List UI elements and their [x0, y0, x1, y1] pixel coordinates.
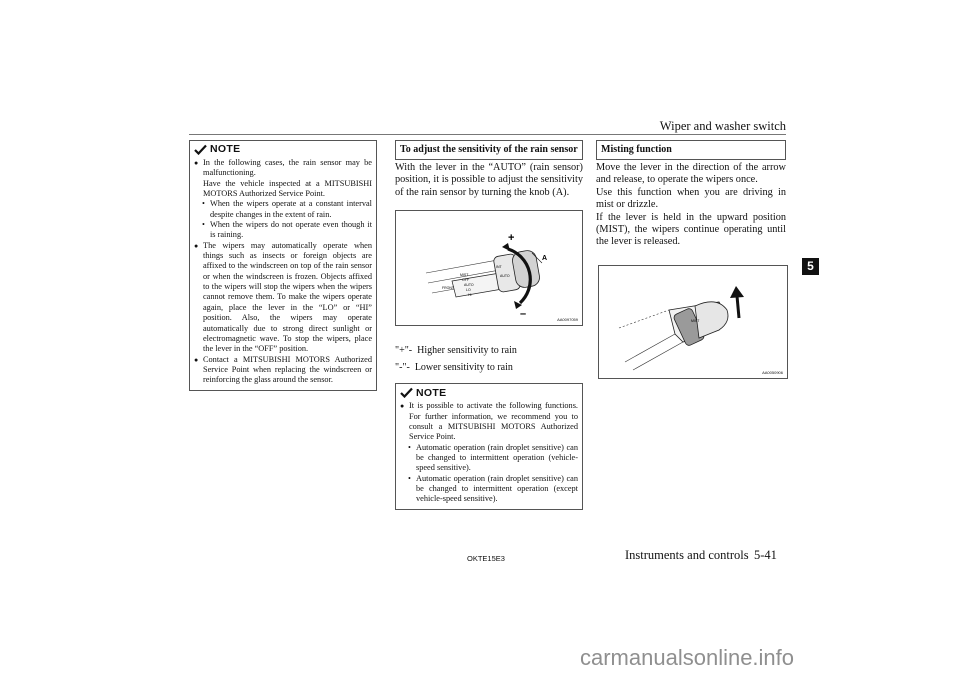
- section-heading-sensitivity: To adjust the sensitivity of the rain sensor: [395, 140, 583, 160]
- column-3: [596, 140, 786, 379]
- note-sub-bullet: • Automatic operation (rain droplet sensitive) can be changed to intermittent operation (except vehicle-speed sensitive).: [400, 474, 578, 505]
- legend-minus: "-"- Lower sensitivity to rain: [395, 362, 513, 374]
- lever-position-label: LO: [466, 288, 471, 293]
- note-sub-bullet: • When the wipers operate at a constant interval despite changes in the extent of rain.: [194, 199, 372, 220]
- figure-id: AA0050906: [762, 369, 783, 375]
- note-box-2: [395, 383, 583, 509]
- note-bullet-2: ● The wipers may automatically operate when things such as insects or foreign objects are affixed to the windscreen on top of the rain sensor or when the windscreen is frozen. Objects affixed to the wipers will stop the wipers when the wipers cannot remove them. To make the wipers operate again, place the lever in the “LO” or “HI” position. Also, the wipers may operate automatically due to strong direct sunlight or electromagnetic wave. To stop the wipers, place the lever in the “OFF” position.: [194, 241, 372, 355]
- note-title: NOTE: [210, 143, 241, 156]
- header-rule: [189, 134, 786, 135]
- note-have-text: Have the vehicle inspected at a MITSUBISHI MOTORS Authorized Service Point.: [203, 178, 372, 199]
- page-number: 5-41: [754, 548, 777, 562]
- lever-position-label: OFF: [462, 278, 469, 283]
- note-bullet-1: ● In the following cases, the rain sensor may be malfunctioning. Have the vehicle inspected at a MITSUBISHI MOTORS Authorized Service Point.: [194, 158, 372, 199]
- lever-position-label: HI: [468, 293, 472, 298]
- misting-paragraph: If the lever is held in the upward position (MIST), the wipers continue operating until the lever is released.: [596, 211, 786, 248]
- misting-paragraph: Use this function when you are driving in mist or drizzle.: [596, 186, 786, 211]
- note-box-1: [189, 140, 377, 391]
- note-header: [194, 144, 372, 155]
- sensitivity-body: With the lever in the “AUTO” (rain sensor) position, it is possible to adjust the sensitivity of the rain sensor by turning the knob (A).: [395, 162, 583, 198]
- check-note-icon: [400, 387, 413, 398]
- wiper-lever-illustration: [396, 211, 583, 325]
- lever-position-label: AUTO: [464, 283, 474, 288]
- rain-sensor-knob-figure: [395, 210, 583, 326]
- misting-lever-figure: [598, 265, 788, 379]
- note-title: NOTE: [416, 386, 447, 399]
- plus-callout: +: [508, 232, 515, 245]
- lever-position-label: MIST: [460, 273, 469, 278]
- note-bullet: ● It is possible to activate the following functions. For further information, we recommend you to consult a MITSUBISHI MOTORS Authorized Service Point.: [400, 401, 578, 442]
- figure-id: AA0097059: [557, 317, 578, 323]
- misting-paragraph: Move the lever in the direction of the arrow and release, to operate the wipers once.: [596, 162, 786, 186]
- note-sub-bullet: • When the wipers do not operate even though it is raining.: [194, 220, 372, 241]
- knob-auto-label: AUTO: [500, 274, 510, 279]
- minus-callout: –: [520, 308, 527, 321]
- note-header: [400, 387, 578, 398]
- note-sub-bullet: • Automatic operation (rain droplet sensitive) can be changed to intermittent operation (vehicle-speed sensitive).: [400, 443, 578, 474]
- section-heading-misting: Misting function: [596, 140, 786, 160]
- check-note-icon: [194, 144, 207, 155]
- running-header: Wiper and washer switch: [659, 119, 786, 133]
- chapter-tab: 5: [802, 258, 819, 275]
- note-bullet-3: ● Contact a MITSUBISHI MOTORS Authorized Service Point when replacing the windscreen or reinforcing the glass around the sensor.: [194, 355, 372, 386]
- mist-label: MIST: [691, 318, 700, 323]
- knob-int-label: INT: [496, 265, 502, 270]
- column-2: [395, 140, 583, 510]
- footer-section: Instruments and controls: [625, 548, 749, 562]
- document-code: OKTE15E3: [467, 554, 505, 563]
- misting-lever-illustration: [599, 266, 787, 378]
- legend-plus: "+"- Higher sensitivity to rain: [395, 345, 517, 357]
- column-1: [189, 140, 377, 391]
- callout-a: A: [542, 255, 548, 263]
- sensitivity-legend: [395, 345, 583, 374]
- front-label: FRONT: [442, 286, 455, 291]
- watermark: carmanualsonline.info: [580, 645, 795, 670]
